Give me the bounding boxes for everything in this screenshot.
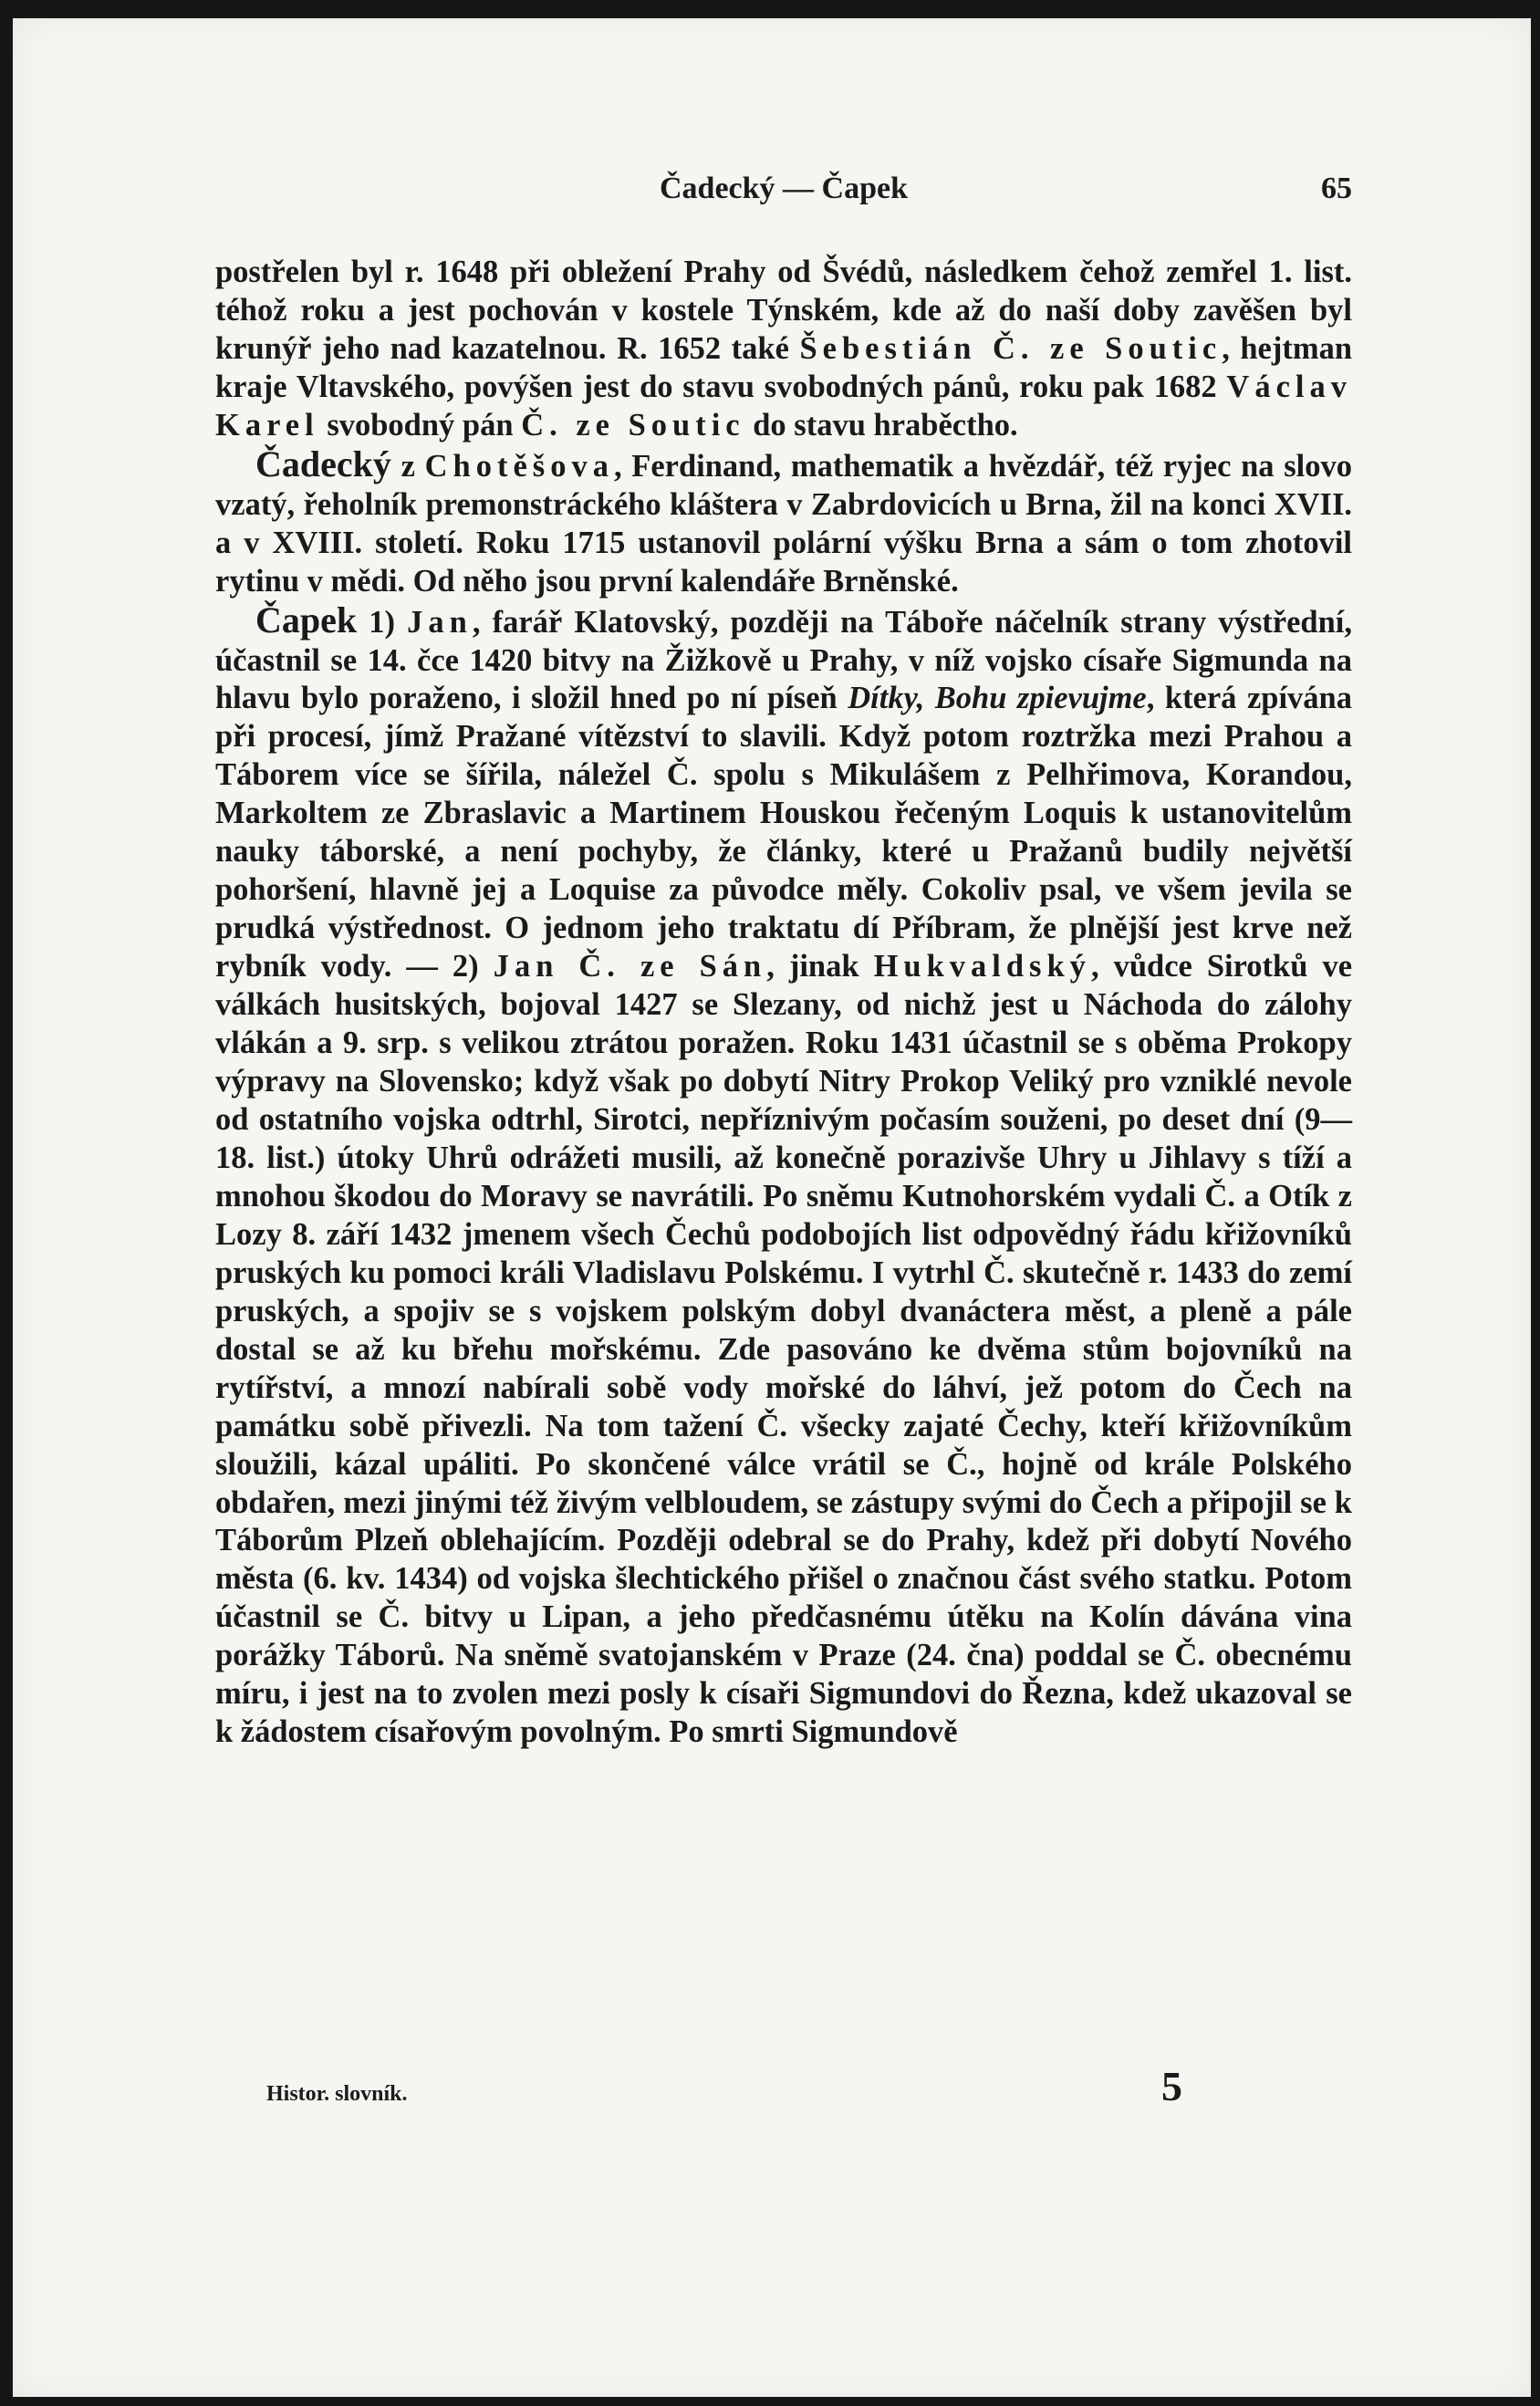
text-run: , hejtman kraje Vltavského, povýšen jest do stavu svobodných pánů, roku pak 1682 — [215, 330, 1353, 404]
paragraph-continuation — [215, 254, 1352, 445]
signature-mark: 5 — [1161, 2063, 1182, 2109]
text-spaced: Jan — [407, 604, 473, 640]
text-run: do stavu hraběctho. — [744, 407, 1018, 443]
running-head — [215, 172, 1352, 217]
text-run: 1) — [357, 604, 408, 640]
text-spaced: Č. ze Soutic — [521, 407, 745, 443]
text-spaced: Šebestián Č. ze Soutic — [799, 330, 1223, 366]
text-run: z — [390, 448, 425, 484]
text-run: , jinak — [766, 949, 874, 984]
entry-cadecky — [215, 445, 1352, 601]
page-number: 65 — [1321, 172, 1352, 205]
text-spaced: Jan Č. ze Sán — [493, 949, 767, 984]
text-run: , Ferdinand, mathematik a hvězdář, též ryjec na slovo vzatý, řeholník premonstráckého kláštera v Zabrdovicích u Brna, žil na konci XVII. a v XVIII. století. Roku 1715 ustanovil polární výšku Brna a sám o tom zhotovil rytinu v mědi. Od něho jsou první kalendáře Brněnské. — [215, 448, 1352, 599]
text-italic: Dítky, Bohu zpievujme — [848, 681, 1147, 716]
footer-book-title: Histor. slovník. — [266, 2082, 408, 2106]
text-spaced: Václav Karel — [215, 369, 1352, 443]
page-footer — [215, 2062, 1352, 2117]
text-spaced: Chotěšova — [424, 448, 614, 484]
text-run: postřelen byl r. 1648 při obležení Prahy od Švédů, následkem čehož zemřel 1. list. téhož roku a jest pochován v kostele Týnském, kde až do naší doby zavěšen byl krunýř jeho nad kazatelnou. R. 1652 také — [215, 255, 1352, 366]
text-run: , která zpívána při procesí, jímž Pražané vítězství to slavili. Když potom roztržka mezi Prahou a Táborem více se šířila, náležel Č. spolu s Mikulášem z Pelhřimova, Korandou, Markoltem ze Zbraslavic a Martinem Houskou řečeným Loquis k ustanovitelům nauky táborské, a není pochyby, že články, které u Pražanů budily největší pohoršení, hlavně jej a Loquise za původce měly. Cokoliv psal, ve všem jevila se prudká výstřednost. O jednom jeho traktatu dí Příbram, že plnější jest krve než rybník vody. — 2) — [215, 681, 1352, 984]
text-headword: Čadecký — [255, 443, 391, 484]
body-text — [215, 254, 1352, 1752]
text-run: , vůdce Sirotků ve válkách husitských, bojoval 1427 se Slezany, od nichž jest u Náchoda do zálohy vlákán a 9. srp. s velikou ztrátou poražen. Roku 1431 účastnil se s oběma Prokopy výpravy na Slovensko; když však po dobytí Nitry Prokop Veliký pro vzniklé nevole od ostatního vojska odtrhl, Sirotci, nepříznivým počasím souženi, po deset dní (9—18. list.) útoky Uhrů odrážeti musili, až konečně porazivše Uhry u Jihlavy s tíží a mnohou škodou do Moravy se navrátili. Po sněmu Kutnohorském vydali Č. a Otík z Lozy 8. září 1432 jmenem všech Čechů podobojích list odpovědný řádu křižovníků pruských ku pomoci králi Vladislavu Polskému. I vytrhl Č. skutečně r. 1433 do zemí pruských, a spojiv se s vojskem polským dobyl dvanáctera měst, a pleně a pále dostal se až ku břehu mořskému. Zde pasováno ke dvěma stům bojovníků na rytířství, a mnozí nabírali sobě vody mořské do láhví, jež potom do Čech na památku sobě přivezli. Na tom tažení Č. všecky zajaté Čechy, kteří křižovníkům sloužili, kázal upáliti. Po skončené válce vrátil se Č., hojně od krále Polského obdařen, mezi jinými též živým velbloudem, se zástupy svými do Čech a připojil se k Táborům Plzeň oblehajícím. Později odebral se do Prahy, kdež při dobytí Nového města (6. kv. 1434) od vojska šlechtického přišel o značnou část svého statku. Potom účastnil se Č. bitvy u Lipan, a jeho předčasnému útěku na Kolín dávána vina porážky Táborů. Na sněmě svatojanském v Praze (24. čna) poddal se Č. obecnému míru, i jest na to zvolen mezi posly k císaři Sigmundovi do Řezna, kdež ukazoval se k žádostem císařovým povolným. Po smrti Sigmundově — [215, 949, 1353, 1750]
text-spaced: Hukvaldský — [873, 949, 1091, 984]
text-headword: Čapek — [255, 599, 358, 641]
running-title: Čadecký — Čapek — [659, 172, 909, 205]
text-run: , farář Klatovský, později na Táboře náčelník strany výstřední, účastnil se 14. čce 1420 bitvy na Žižkově u Prahy, v níž vojsko císaře Sigmunda na hlavu bylo poraženo, i složil hned po ní píseň — [215, 604, 1352, 716]
entry-capek — [215, 601, 1352, 1753]
text-run: svobodný pán — [318, 407, 522, 443]
